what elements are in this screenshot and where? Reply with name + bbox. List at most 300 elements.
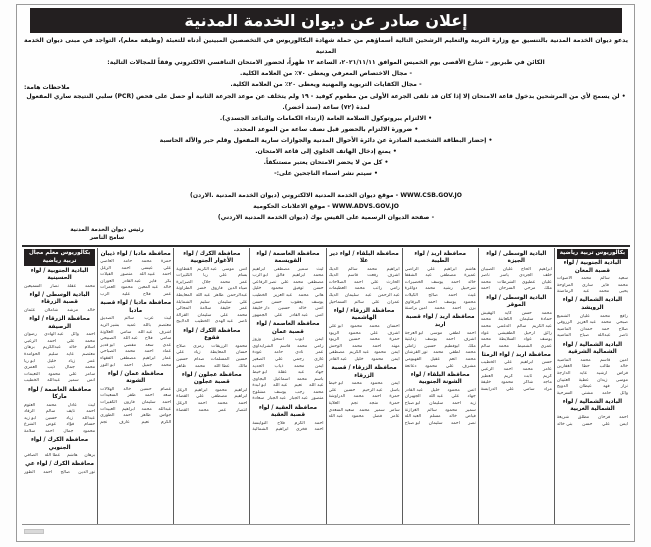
name-part: عبد القادر bbox=[328, 356, 347, 362]
name-part: سعد bbox=[162, 393, 172, 399]
name-part: الراضي bbox=[404, 266, 419, 272]
group-heading: محافظة البلقاء / لواء دير علا bbox=[329, 250, 399, 265]
name-part: سامي bbox=[159, 336, 172, 342]
name-part: عمران bbox=[387, 299, 400, 305]
name-part: عامر bbox=[542, 367, 552, 372]
name-part: فخري bbox=[296, 427, 308, 433]
table-row bbox=[329, 331, 400, 338]
table-row bbox=[329, 286, 400, 293]
name-part: رشيد bbox=[443, 286, 453, 292]
name-part: غازي bbox=[314, 356, 324, 362]
table-row bbox=[481, 360, 552, 367]
name-part: احمد bbox=[314, 420, 324, 426]
name-part: عماد bbox=[162, 349, 172, 355]
table-row bbox=[100, 336, 171, 343]
name-part: احمد bbox=[162, 272, 172, 278]
name-part: العتوم bbox=[24, 402, 36, 408]
name-part: احمد bbox=[43, 470, 53, 476]
name-part: جلال bbox=[201, 279, 211, 285]
table-row bbox=[24, 345, 95, 352]
link-row-facebook bbox=[24, 212, 628, 223]
group-heading: محافظة مادبا / لواء قصبة مادبا bbox=[100, 300, 172, 314]
name-part: عامر bbox=[390, 414, 400, 420]
name-part: عبد bbox=[365, 293, 372, 299]
name-part: عبدالله bbox=[82, 415, 96, 421]
name-group bbox=[557, 276, 628, 296]
name-part: نعيم bbox=[294, 383, 303, 389]
name-part: ابو قدير bbox=[100, 342, 115, 348]
name-part: علي bbox=[427, 266, 436, 272]
name-part: احمد bbox=[121, 265, 131, 271]
name-part: محمود bbox=[371, 356, 384, 362]
intro-bullet-1: - مجال الاختصاص المعرفي ويعطى ٧٠٪ من العلامة الكلية. bbox=[240, 69, 412, 77]
name-part: زياد bbox=[193, 350, 201, 356]
name-part: محمد bbox=[84, 365, 96, 371]
csb-url[interactable]: WWW.CSB.GOV.JO bbox=[400, 192, 462, 199]
name-part: العلاونة bbox=[100, 329, 114, 335]
table-top-rule bbox=[22, 245, 630, 247]
name-part: الرماضنة bbox=[556, 289, 574, 295]
table-row bbox=[481, 324, 552, 331]
name-part: العمرات bbox=[100, 285, 116, 291]
name-part: الطراونة bbox=[176, 286, 193, 292]
name-part: برهان bbox=[84, 453, 96, 459]
name-part: العبد الله bbox=[404, 414, 422, 420]
name-part: حمزة bbox=[389, 394, 400, 400]
name-part: الصباحي bbox=[100, 349, 116, 355]
name-part: يوسف bbox=[311, 299, 324, 305]
name-part: رامي bbox=[390, 286, 400, 292]
table-row bbox=[481, 311, 552, 318]
name-part: وزوز bbox=[252, 337, 262, 343]
name-part: بالله bbox=[143, 322, 152, 328]
name-part: خالد bbox=[467, 279, 476, 285]
name-part: السعيدات bbox=[100, 393, 119, 399]
name-part: عمر bbox=[218, 407, 227, 413]
name-part: المراوحة bbox=[556, 282, 574, 288]
note-item: • ضرورة الالتزام بالحضور قبل نصف ساعة من الموعد المحدد. bbox=[233, 126, 419, 133]
name-part: يوسف bbox=[444, 299, 457, 305]
name-part: احمد bbox=[372, 343, 382, 349]
name-part: مصطفى bbox=[307, 279, 324, 285]
name-part: احمد bbox=[353, 279, 363, 285]
name-part: ظفر bbox=[127, 393, 136, 399]
table-row bbox=[252, 293, 323, 300]
table-row bbox=[557, 378, 628, 385]
name-part: زيد bbox=[469, 400, 476, 406]
name-part: محمد bbox=[359, 407, 370, 413]
name-part: ابراهيم bbox=[538, 266, 552, 272]
name-part: الخطيب bbox=[252, 293, 268, 299]
name-part: النعيمات bbox=[24, 371, 40, 377]
name-part: الصغير bbox=[252, 356, 265, 362]
name-part: صلاح bbox=[176, 343, 186, 349]
name-part: محمود bbox=[120, 285, 133, 291]
name-part: قاسم bbox=[347, 273, 359, 279]
table-row bbox=[176, 344, 247, 351]
name-part: ابراهيم bbox=[234, 387, 248, 393]
name-group bbox=[100, 259, 171, 299]
table-row bbox=[252, 313, 323, 320]
name-part: الصديق bbox=[100, 316, 115, 322]
table-row bbox=[24, 352, 95, 359]
name-part: محمد bbox=[598, 289, 610, 295]
name-part: سمير bbox=[374, 407, 385, 413]
name-part: البجاوي bbox=[252, 376, 267, 382]
name-part: علي bbox=[445, 363, 454, 369]
name-part: محمد bbox=[354, 286, 365, 292]
name-part: عبدالله bbox=[597, 333, 611, 339]
name-part: عبد الجبار bbox=[289, 396, 308, 402]
name-part: دعانعة bbox=[404, 363, 417, 369]
name-part: العظيمات bbox=[328, 286, 347, 292]
name-part: ابو العرجة bbox=[404, 330, 424, 336]
name-part: علي bbox=[239, 299, 248, 305]
table-row bbox=[252, 383, 323, 390]
name-part: الكرم bbox=[294, 420, 305, 426]
name-part: سالم bbox=[516, 323, 527, 329]
name-part: عارف bbox=[118, 419, 130, 425]
table-column bbox=[554, 248, 630, 525]
name-part: ابراهيم bbox=[292, 273, 306, 279]
name-group bbox=[405, 331, 476, 371]
name-part: معتصم bbox=[82, 352, 96, 358]
table-row bbox=[24, 378, 95, 385]
name-part: ايمن bbox=[391, 350, 400, 356]
name-part: محمود bbox=[425, 363, 438, 369]
name-part: عبد الله bbox=[138, 329, 153, 335]
name-group bbox=[557, 415, 628, 428]
name-part: حمزة bbox=[389, 400, 400, 406]
name-part: احمد bbox=[144, 393, 154, 399]
table-row bbox=[100, 349, 171, 356]
table-row bbox=[24, 470, 95, 477]
table-row bbox=[24, 365, 95, 372]
intro-paragraph bbox=[24, 36, 628, 91]
name-part: عبد الجبار bbox=[267, 396, 286, 402]
name-group bbox=[24, 403, 95, 436]
name-part: فارون bbox=[123, 399, 135, 405]
table-row bbox=[405, 273, 476, 280]
name-group bbox=[24, 308, 95, 315]
name-part: خالد bbox=[87, 307, 96, 313]
name-part: خالد bbox=[68, 345, 77, 351]
name-part: الخطيب bbox=[24, 378, 40, 384]
name-part: محمد bbox=[369, 323, 380, 329]
name-part: خليفة bbox=[480, 380, 492, 386]
group-heading: محافظة الكرك / لواء عي bbox=[25, 461, 94, 468]
table-row bbox=[557, 391, 628, 398]
name-part: محمود bbox=[463, 299, 476, 305]
name-part: سليمان bbox=[429, 400, 444, 406]
name-part: فالق bbox=[275, 273, 285, 279]
table-row bbox=[176, 313, 247, 320]
name-part: حسين bbox=[343, 387, 356, 393]
table-row bbox=[100, 285, 171, 292]
note-item: • لن يسمح لأي من المرشحين بدخول قاعة الامتحان إلا إذا كان قد تلقى الجرعة الأولى من مطعوم كوفيد - ١٩ ولم يتخلف عن موعد الجرعة الثانية أو حصل على فحص (PCR) سلبي النتيجة ساري المفعول bbox=[26, 93, 626, 100]
name-part: السميعين bbox=[24, 283, 42, 289]
name-part: القطاوية bbox=[176, 266, 193, 272]
name-part: امين bbox=[619, 357, 628, 363]
notes-list bbox=[24, 91, 628, 179]
name-part: ارحيل bbox=[523, 330, 535, 336]
group-heading: محافظة الزرقاء / لواء الهاشمية bbox=[333, 307, 395, 322]
name-part: الجهيران bbox=[404, 394, 421, 400]
name-part: محمد bbox=[366, 266, 378, 272]
name-part: محمد bbox=[581, 276, 592, 282]
signature-block bbox=[22, 226, 192, 242]
name-part: عوض bbox=[45, 422, 57, 428]
table-row bbox=[100, 330, 171, 337]
table-row bbox=[329, 273, 400, 280]
name-part: محمود bbox=[348, 330, 361, 336]
name-part: عطا الله bbox=[213, 363, 230, 369]
name-part: محمود bbox=[48, 371, 61, 377]
name-part: سليمان bbox=[141, 399, 156, 405]
name-group bbox=[405, 267, 476, 313]
table-row bbox=[557, 276, 628, 283]
name-part: الشمالية bbox=[252, 427, 269, 433]
name-part: ياسر bbox=[499, 273, 509, 279]
name-part: الزريقات bbox=[211, 343, 228, 349]
name-part: خالد bbox=[449, 414, 457, 420]
name-group bbox=[329, 381, 400, 421]
name-part: صالح bbox=[428, 293, 438, 299]
table-row bbox=[176, 388, 247, 395]
name-part: منجد bbox=[369, 400, 379, 406]
table-row bbox=[329, 388, 400, 395]
name-part: صباح bbox=[579, 333, 590, 339]
name-part: عمر bbox=[163, 292, 172, 298]
name-part: دار خليفة bbox=[252, 306, 270, 312]
name-part: خالد bbox=[620, 364, 628, 370]
table-row bbox=[176, 401, 247, 408]
name-part: محمود bbox=[235, 343, 248, 349]
name-part: لطفي bbox=[448, 330, 461, 336]
table-row bbox=[329, 280, 400, 287]
name-part: محمد bbox=[292, 279, 304, 285]
name-group bbox=[329, 267, 400, 307]
name-part: عبد الكريم bbox=[532, 323, 552, 329]
name-part: محمد bbox=[425, 286, 436, 292]
name-part: ايمن bbox=[314, 337, 324, 343]
name-group bbox=[100, 387, 171, 427]
name-part: احمد bbox=[86, 332, 96, 338]
name-part: مصطفى bbox=[273, 266, 290, 272]
name-part: الخطيب bbox=[480, 360, 496, 366]
name-part: ابو صباح bbox=[404, 400, 421, 406]
table-column bbox=[402, 248, 478, 525]
table-row bbox=[481, 337, 552, 344]
column-header: بكالوريوس تربية رياضية bbox=[557, 249, 628, 259]
name-part: جهاد bbox=[467, 394, 476, 400]
name-part: عبد الله bbox=[273, 383, 288, 389]
name-part: عليه bbox=[122, 292, 131, 298]
table-row bbox=[24, 429, 95, 436]
name-part: الحارث bbox=[386, 279, 400, 285]
advs-url[interactable]: WWW.ADVS.GOV.JO bbox=[332, 203, 399, 210]
name-part: الزعبي bbox=[24, 338, 37, 344]
name-part: السرحية bbox=[556, 390, 573, 396]
table-row bbox=[176, 286, 247, 293]
name-part: سالم bbox=[354, 299, 364, 305]
name-part: عمري bbox=[540, 343, 552, 349]
table-row bbox=[176, 408, 247, 415]
name-part: عيد bbox=[425, 273, 432, 279]
name-part: ابراهيم bbox=[142, 355, 156, 361]
table-row bbox=[100, 266, 171, 273]
table-row bbox=[100, 316, 171, 323]
name-part: عودة bbox=[252, 350, 262, 356]
name-part: مطلق bbox=[577, 414, 590, 420]
name-part: ابراهيم bbox=[386, 266, 400, 272]
name-part: عبد القادر bbox=[404, 387, 423, 393]
table-row bbox=[405, 408, 476, 415]
name-part: شاملان bbox=[44, 307, 58, 313]
name-part: محمد bbox=[296, 343, 308, 349]
name-part: باسل bbox=[389, 387, 400, 393]
name-part: زاملي bbox=[404, 343, 416, 349]
group-heading: محافظة الكرك / لواء الجنوبي bbox=[30, 437, 89, 451]
name-part: الفقهاء bbox=[100, 355, 113, 361]
group-heading: البادية الشمالية / لواء الشمالية الغربية bbox=[562, 398, 623, 413]
name-part: فايز bbox=[601, 282, 609, 288]
name-part: حسين bbox=[140, 386, 152, 392]
name-part: صلاح bbox=[618, 326, 628, 332]
name-part: عبد الهدى bbox=[214, 319, 234, 325]
name-part: احمد bbox=[47, 338, 57, 344]
name-part: توفيق bbox=[292, 286, 304, 292]
table-row bbox=[176, 267, 247, 274]
name-part: رائق bbox=[543, 330, 552, 336]
name-part: علي bbox=[176, 350, 185, 356]
name-part: احمد bbox=[503, 367, 513, 372]
name-part: محمد bbox=[46, 402, 57, 408]
name-part: انس bbox=[467, 387, 476, 393]
group-heading: البادية الشمالية / لواء الشمالية الشرقية bbox=[562, 341, 623, 356]
name-part: القضاة bbox=[176, 407, 189, 413]
name-part: عطيوي bbox=[521, 279, 536, 285]
name-part: محمد bbox=[198, 407, 209, 413]
name-part: محمد bbox=[498, 343, 509, 349]
table-column bbox=[478, 248, 554, 525]
name-part: عقلة bbox=[67, 283, 77, 289]
name-group bbox=[252, 337, 323, 403]
name-part: محمود bbox=[351, 414, 364, 420]
table-row bbox=[329, 357, 400, 364]
name-part: عليان bbox=[541, 279, 552, 285]
name-part: انعم bbox=[448, 356, 457, 362]
name-group bbox=[481, 311, 552, 351]
facebook-label: - صفحة الديوان الرسمية على الفيس بوك (ديوان الخدمة المدنية الاردني) bbox=[217, 214, 435, 221]
name-part: عيسى bbox=[141, 265, 153, 271]
name-part: ابراهيم bbox=[234, 394, 248, 400]
name-part: ظاهر bbox=[213, 293, 224, 299]
name-part: فاروق bbox=[211, 286, 223, 292]
name-part: الكثيرات bbox=[176, 273, 193, 279]
intro-bullet-2: - مجال الكفايات التربوية والمهنية ويعطى ٢٠٪ من العلامة الكلية. bbox=[230, 80, 422, 88]
name-part: عبد القادر bbox=[289, 312, 308, 318]
name-part: نعيم bbox=[141, 419, 150, 425]
group-heading: محافظة اربد / لواء قصبة اربد bbox=[405, 314, 475, 328]
name-part: كريم bbox=[504, 373, 513, 379]
name-part: رجمي bbox=[292, 356, 305, 362]
group-heading: البادية الجنوبية / لواء الحسينية bbox=[30, 267, 89, 282]
name-part: مسلم bbox=[429, 414, 441, 420]
name-part: ليث bbox=[316, 266, 324, 272]
announcement-title-banner bbox=[30, 8, 622, 33]
name-part: ابوفطيم bbox=[444, 343, 460, 349]
table-row bbox=[24, 359, 95, 366]
name-group bbox=[481, 360, 552, 393]
group-heading: محافظة الكرك / لواء فقوع bbox=[183, 327, 241, 342]
name-part: احمد bbox=[448, 293, 458, 299]
name-part: خلف bbox=[542, 273, 552, 279]
name-part: ابو الرب bbox=[252, 273, 269, 279]
name-part: بشير الزيد bbox=[100, 322, 120, 328]
name-part: عليان bbox=[502, 266, 513, 272]
name-part: ابراهيم bbox=[194, 387, 208, 393]
group-heading: البادية الشمالية / لواء الرويشد bbox=[562, 297, 623, 312]
table-row bbox=[24, 372, 95, 379]
name-part: الطور bbox=[24, 470, 35, 476]
name-part: سامر bbox=[85, 371, 96, 377]
name-part: احمد bbox=[123, 362, 133, 368]
name-part: سمير bbox=[297, 266, 309, 272]
name-part: عبد الله bbox=[123, 336, 138, 342]
name-part: البرقاوي bbox=[404, 299, 421, 305]
name-group bbox=[24, 453, 95, 460]
name-part: ناصر bbox=[619, 333, 628, 339]
name-part: القضاة bbox=[176, 394, 189, 400]
name-part: حسن bbox=[582, 421, 593, 427]
table-row bbox=[24, 332, 95, 339]
name-part: عليان bbox=[579, 313, 590, 319]
name-part: ربا bbox=[203, 273, 208, 279]
table-row bbox=[176, 273, 247, 280]
name-part: حسين bbox=[278, 306, 290, 312]
name-part: ابو ريا bbox=[24, 358, 36, 364]
name-part: حمدان bbox=[580, 326, 593, 332]
table-row bbox=[176, 319, 247, 326]
group-heading: محافظة اربد / لواء الرمثا bbox=[481, 351, 551, 358]
table-row bbox=[24, 422, 95, 429]
name-part: عميد bbox=[126, 322, 136, 328]
name-part: سعادة bbox=[252, 396, 265, 402]
name-part: شريعة bbox=[556, 414, 569, 420]
name-part: شرحبيل bbox=[460, 286, 476, 292]
name-part: موسى bbox=[430, 330, 443, 336]
group-heading: محافظة الزرقاء / قصبة الزرقاء bbox=[331, 365, 397, 379]
table-row bbox=[481, 317, 552, 324]
name-part: اسماعيل bbox=[273, 376, 290, 382]
name-part: محمد bbox=[194, 363, 206, 369]
name-group bbox=[100, 316, 171, 369]
name-part: فلاح bbox=[142, 292, 151, 298]
name-part: الكفيرات bbox=[100, 399, 117, 405]
table-row bbox=[481, 367, 552, 374]
name-part: علي bbox=[601, 421, 610, 427]
name-part: معتصم bbox=[158, 322, 172, 328]
name-part: مصطفى bbox=[328, 350, 345, 356]
name-part: عبد الله bbox=[328, 414, 343, 420]
table-row bbox=[329, 350, 400, 357]
name-part: علي bbox=[506, 386, 514, 392]
name-part: الصلاحات bbox=[328, 279, 347, 285]
name-part: ابراهيم bbox=[122, 406, 135, 412]
name-part: مصطفى bbox=[119, 355, 136, 361]
name-part: مرحي bbox=[523, 286, 536, 292]
